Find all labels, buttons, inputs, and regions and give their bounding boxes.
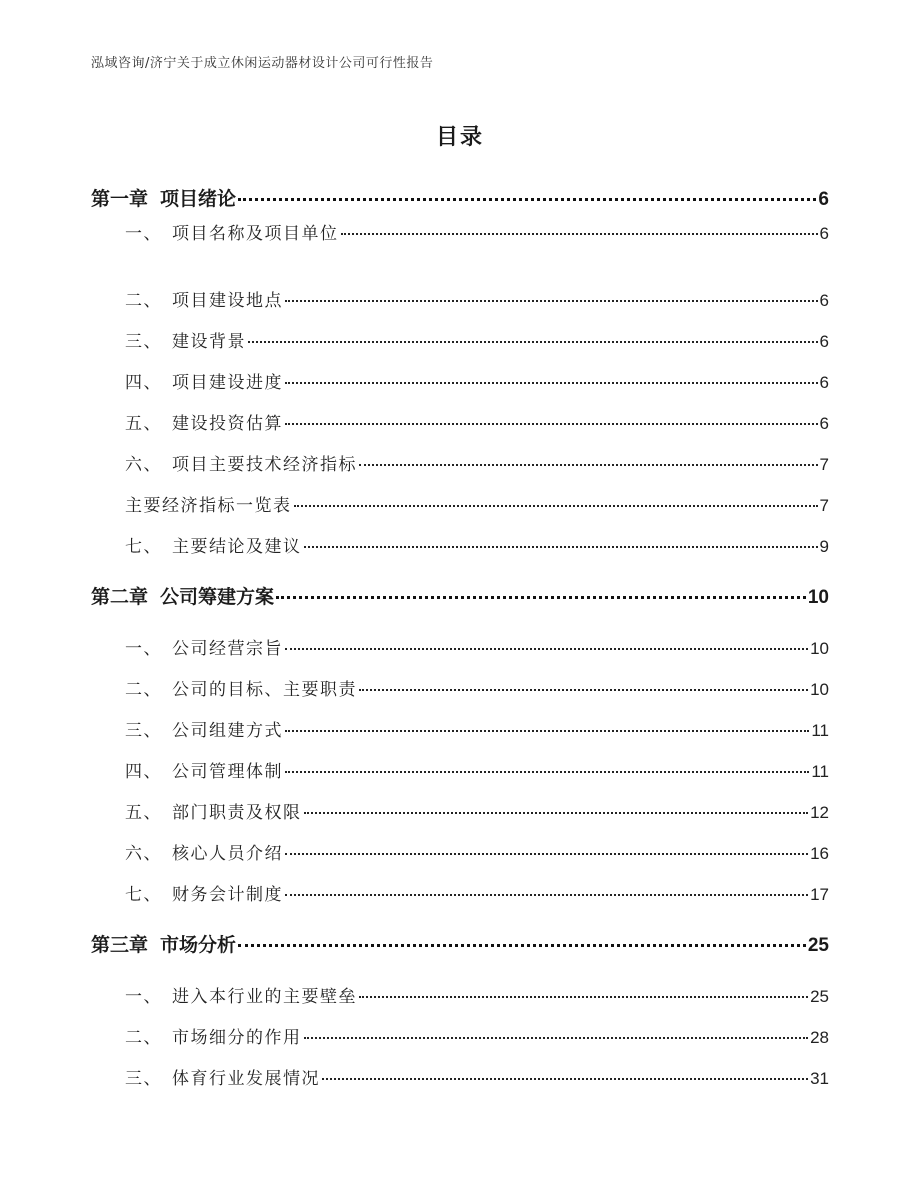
toc-page-number: 6: [819, 332, 829, 351]
toc-section-1-7[interactable]: [125, 532, 829, 557]
toc-section-1-table[interactable]: [125, 491, 829, 516]
toc-section-label: 财务会计制度: [172, 885, 283, 905]
toc-section-number: 一、: [125, 987, 162, 1007]
toc-section-2-3[interactable]: [125, 716, 829, 741]
toc-section-label: 市场细分的作用: [172, 1028, 302, 1048]
toc-section-1-1[interactable]: [125, 219, 829, 244]
toc-dot-leader: [341, 233, 818, 235]
toc-page-number: 17: [810, 885, 829, 904]
toc-section-label: 项目主要技术经济指标: [172, 455, 357, 475]
toc-section-1-2[interactable]: [125, 286, 829, 311]
header-divider: [91, 76, 829, 77]
toc-section-label: 部门职责及权限: [172, 803, 302, 823]
toc-section-3-2[interactable]: [125, 1023, 829, 1048]
toc-section-number: 五、: [125, 414, 162, 434]
toc-chapter-2[interactable]: [91, 582, 829, 609]
toc-dot-leader: [304, 812, 809, 814]
toc-section-label: 项目建设进度: [172, 373, 283, 393]
toc-section-number: 四、: [125, 762, 162, 782]
toc-dot-leader: [248, 341, 818, 343]
toc-chapter-1[interactable]: [91, 184, 829, 211]
toc-section-2-4[interactable]: [125, 757, 829, 782]
toc-chapter-number: 第三章: [91, 934, 149, 956]
toc-page-number: 28: [810, 1028, 829, 1047]
toc-dot-leader: [359, 689, 808, 691]
toc-dot-leader: [238, 944, 806, 947]
toc-page-number: 11: [811, 762, 829, 781]
toc-chapter-number: 第二章: [91, 586, 149, 608]
toc-section-number: 三、: [125, 1069, 162, 1089]
toc-section-label: 建设投资估算: [172, 414, 283, 434]
toc-section-label: 体育行业发展情况: [172, 1069, 320, 1089]
toc-section-number: 二、: [125, 1028, 162, 1048]
toc-page-number: 10: [807, 587, 829, 608]
toc-section-label: 公司管理体制: [172, 762, 283, 782]
toc-dot-leader: [285, 894, 808, 896]
toc-dot-leader: [359, 996, 808, 998]
toc-section-label: 项目名称及项目单位: [172, 224, 339, 244]
toc-section-number: 七、: [125, 537, 162, 557]
toc-dot-leader: [285, 382, 818, 384]
toc-section-number: 三、: [125, 332, 162, 352]
toc-section-number: 三、: [125, 721, 162, 741]
toc-section-2-1[interactable]: [125, 634, 829, 659]
toc-section-label: 主要结论及建议: [172, 537, 302, 557]
toc-dot-leader: [304, 1037, 809, 1039]
toc-dot-leader: [285, 648, 808, 650]
toc-section-label: 公司经营宗旨: [172, 639, 283, 659]
toc-section-number: 五、: [125, 803, 162, 823]
toc-title: 目录: [435, 125, 484, 150]
toc-page-number: 7: [819, 455, 829, 474]
toc-section-1-4[interactable]: [125, 368, 829, 393]
toc-dot-leader: [285, 300, 818, 302]
toc-section-label: 公司的目标、主要职责: [172, 680, 357, 700]
toc-page-number: 9: [819, 537, 829, 556]
toc-page-number: 16: [810, 844, 829, 863]
toc-chapter-label: 项目绪论: [160, 188, 237, 210]
toc-section-3-3[interactable]: [125, 1064, 829, 1089]
toc-section-label: 建设背景: [172, 332, 246, 352]
toc-section-label: 主要经济指标一览表: [125, 496, 292, 516]
toc-page-number: 7: [819, 496, 829, 515]
toc-dot-leader: [359, 464, 818, 466]
toc-chapter-label: 公司筹建方案: [160, 586, 275, 608]
toc-page-number: 6: [819, 224, 829, 243]
toc-section-label: 公司组建方式: [172, 721, 283, 741]
toc-section-2-5[interactable]: [125, 798, 829, 823]
toc-page-number: 6: [818, 189, 829, 210]
toc-page-number: 11: [811, 721, 829, 740]
toc-page-number: 31: [810, 1069, 829, 1088]
toc-dot-leader: [304, 546, 818, 548]
toc-section-2-6[interactable]: [125, 839, 829, 864]
toc-page-number: 25: [810, 987, 829, 1006]
toc-dot-leader: [294, 505, 818, 507]
toc-section-number: 一、: [125, 224, 162, 244]
toc-section-number: 四、: [125, 373, 162, 393]
toc-page-number: 10: [810, 680, 829, 699]
running-header: 泓域咨询/济宁关于成立休闲运动器材设计公司可行性报告: [91, 56, 434, 71]
toc-section-number: 二、: [125, 291, 162, 311]
toc-page-number: 10: [810, 639, 829, 658]
toc-dot-leader: [276, 596, 806, 599]
toc-section-label: 核心人员介绍: [172, 844, 283, 864]
toc-dot-leader: [322, 1078, 808, 1080]
toc-page-number: 6: [819, 414, 829, 433]
toc-section-number: 一、: [125, 639, 162, 659]
toc-page-number: 6: [819, 373, 829, 392]
toc-dot-leader: [285, 771, 809, 773]
toc-section-label: 项目建设地点: [172, 291, 283, 311]
toc-section-1-5[interactable]: [125, 409, 829, 434]
toc-section-1-6[interactable]: [125, 450, 829, 475]
toc-page-number: 6: [819, 291, 829, 310]
toc-section-number: 六、: [125, 455, 162, 475]
toc-section-2-7[interactable]: [125, 880, 829, 905]
toc-section-2-2[interactable]: [125, 675, 829, 700]
toc-chapter-3[interactable]: [91, 930, 829, 957]
toc-section-number: 六、: [125, 844, 162, 864]
toc-dot-leader: [285, 730, 809, 732]
toc-section-1-3[interactable]: [125, 327, 829, 352]
toc-section-label: 进入本行业的主要壁垒: [172, 987, 357, 1007]
toc-section-number: 七、: [125, 885, 162, 905]
toc-dot-leader: [285, 423, 818, 425]
toc-chapter-number: 第一章: [91, 188, 149, 210]
toc-page-number: 25: [807, 935, 829, 956]
toc-dot-leader: [285, 853, 808, 855]
toc-section-number: 二、: [125, 680, 162, 700]
toc-page-number: 12: [810, 803, 829, 822]
toc-dot-leader: [238, 198, 816, 201]
toc-chapter-label: 市场分析: [160, 934, 237, 956]
toc-section-3-1[interactable]: [125, 982, 829, 1007]
